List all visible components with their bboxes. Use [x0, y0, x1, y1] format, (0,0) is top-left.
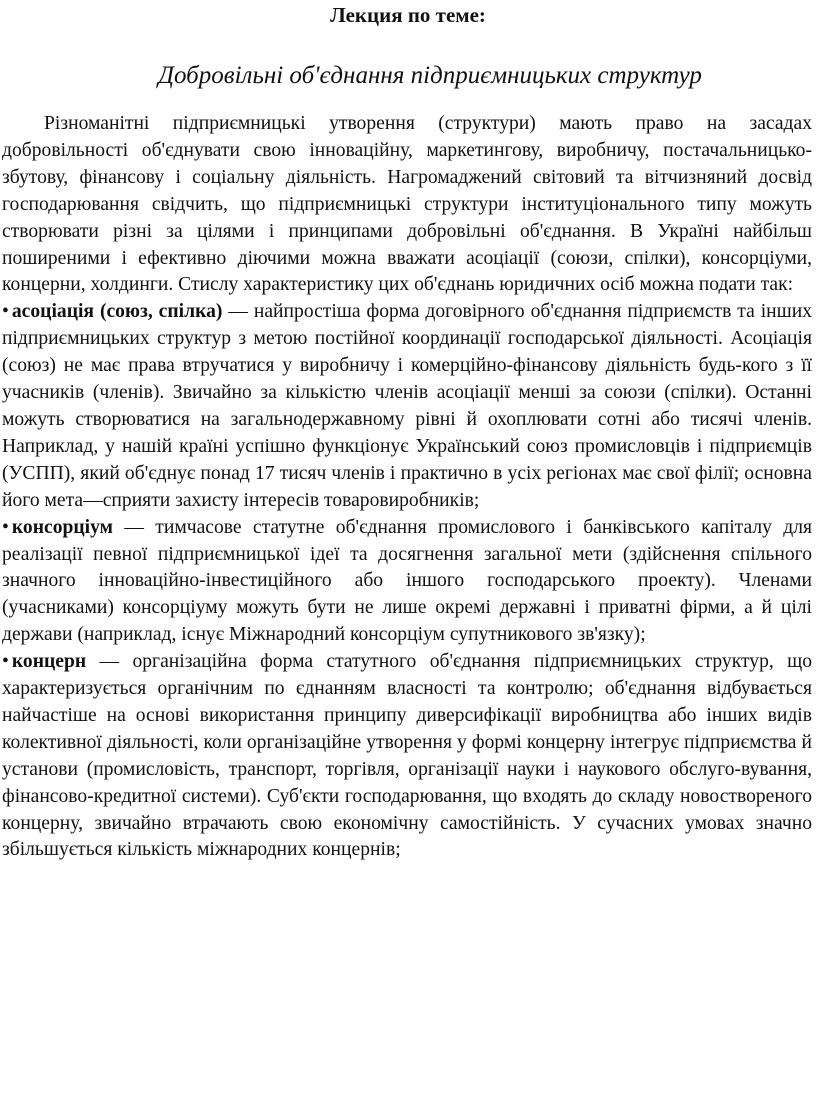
document-body [2, 111, 812, 864]
bullet-consortium [2, 515, 812, 650]
bullet-term: консорціум [11, 516, 114, 538]
bullet-text: — організаційна форма статутного об'єднання підприємницьких структур, що характеризується органічним по єднанням власності та контролю; об'єднання відбувається найчастіше на основі використання принципу диверсифікації виробництва або інших видів колективної діяльності, коли організаційне утворення у формі концерну інтегрує підприємства й установи (промисловість, транспорт, торгівля, організації науки і наукового обслуго-вування, фінансово-кредитної системи). Суб'єкти господарювання, що входять до складу новоствореного концерну, звичайно втрачають свою економічну самостійність. У сучасних умовах значно збільшується кількість міжнародних концернів; [2, 651, 812, 861]
lecture-heading: Лекция по теме: [330, 3, 486, 27]
bullet-concern [2, 649, 812, 864]
bullet-text: — найпростіша форма договірного об'єднання підприємств та інших підприємницьких структур з метою постійної координації господарської діяльності. Асоціація (союз) не має права втручатися у виробничу і комерційно-фінансову діяльність будь-кого з її учасників (членів). Звичайно за кількістю членів асоціації менші за союзи (спілки). Останні можуть створюватися на загальнодержавному рівні й охоплювати сотні або тисячі членів. Наприклад, у нашій країні успішно функціонує Український союз промисловців і підприємців (УСПП), який об'єднує понад 17 тисяч членів і практично в усіх регіонах має свої філії; основна його мета—сприяти захисту інтересів товаровиробників; [2, 301, 812, 511]
lecture-subtitle: Добровільні об'єднання підприємницьких структур [158, 62, 702, 89]
bullet-text: — тимчасове статутне об'єднання промислового і банківського капіталу для реалізації певної підприємницької ідеї та досягнення загальної мети (здійснення спільного значного інноваційно-інвестиційного або іншого господарського проекту). Членами (учасниками) консорціуму можуть бути не лише окремі державні і приватні фірми, а й цілі держави (наприклад, існує Міжнародний консорціум супутникового зв'язку); [2, 516, 812, 646]
bullet-term: концерн [11, 651, 87, 673]
bullet-marker: • [2, 651, 9, 673]
intro-paragraph: Різноманітні підприємницькі утворення (структури) мають право на засадах добровільності об'єднувати свою інноваційну, маркетингову, виробничу, постачальницько-збутову, фінансову і соціальну діяльність. Нагромаджений світовий та вітчизняний досвід господарювання свідчить, що підприємницькі структури інституціонального типу можуть створювати різні за цілями і принципами добровільні об'єднання. В Україні найбільш поширеними і ефективно діючими можна вважати асоціації (союзи, спілки), консорціуми, концерни, холдинги. Стислу характеристику цих об'єднань юридичних осіб можна подати так: [2, 113, 812, 296]
bullet-association [2, 299, 812, 514]
bullet-marker: • [2, 516, 9, 538]
bullet-term: асоціація (союз, спілка) [11, 301, 223, 323]
bullet-marker: • [2, 301, 9, 323]
